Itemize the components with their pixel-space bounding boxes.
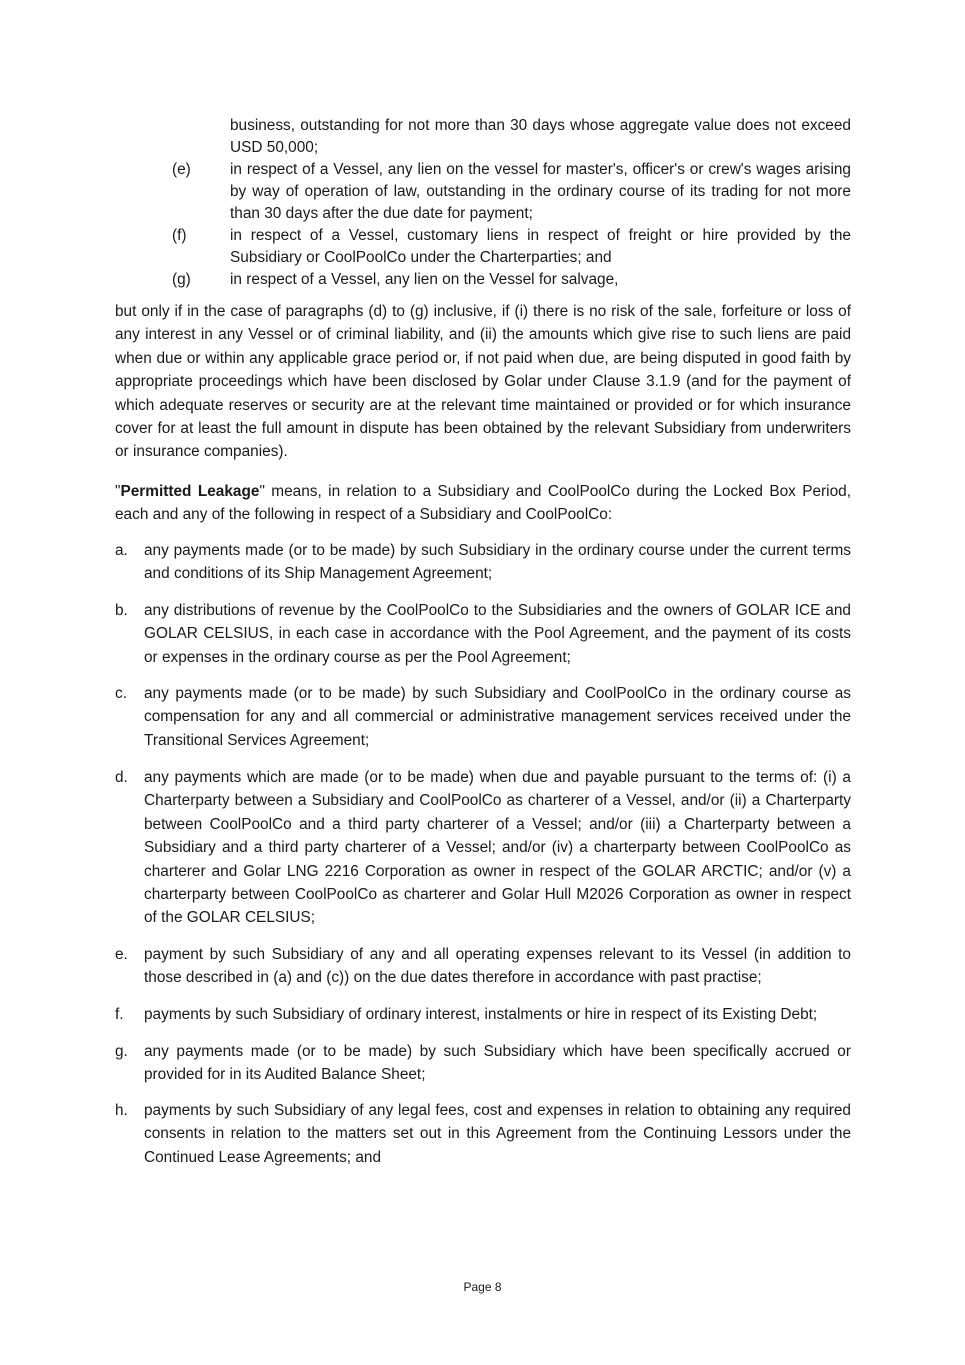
definition-paragraph [115,480,851,527]
list-item-text: any payments which are made (or to be made) when due and payable pursuant to the terms of: (i) a Charterparty between a Subsidiary and CoolPoolCo as charterer of a Vessel, and/or (ii) a Charterparty between CoolPoolCo and a third party charterer of a Vessel; and/or (iii) a Charterparty between a Subsidiary and a third party charterer of a Vessel; and/or (iv) a charterparty between CoolPoolCo as charterer and Golar LNG 2216 Corporation as owner in respect of the GOLAR ARCTIC; and/or (v) a charterparty between CoolPoolCo as charterer and Golar Hull M2026 Corporation as owner in respect of the GOLAR CELSIUS; [144,769,851,927]
list-item-label: f. [115,1006,124,1023]
sub-paragraph-f [115,225,851,269]
definition-text: " means, in relation to a Subsidiary and CoolPoolCo during the Locked Box Period, each and any of the following in respect of a Subsidiary and CoolPoolCo: [115,483,851,524]
defined-term: Permitted Leakage [120,483,260,500]
list-item-label: e. [115,946,128,963]
sub-paragraph-text: business, outstanding for not more than 30 days whose aggregate value does not exceed USD 50,000; [230,117,851,156]
list-item-h [115,1099,851,1169]
list-item-f [115,1003,851,1026]
list-item-label: g. [115,1043,128,1060]
list-item-text: any payments made (or to be made) by such Subsidiary in the ordinary course under the current terms and conditions of its Ship Management Agreement; [144,542,851,583]
list-item-text: any distributions of revenue by the CoolPoolCo to the Subsidiaries and the owners of GOLAR ICE and GOLAR CELSIUS, in each case in accordance with the Pool Agreement, and the payment of its costs or expenses in the ordinary course as per the Pool Agreement; [144,602,851,666]
list-item-label: a. [115,542,128,559]
list-item-d [115,766,851,930]
list-item-g [115,1040,851,1087]
list-item-label: c. [115,685,127,702]
sub-paragraph-label [115,115,230,159]
sub-paragraph-text: in respect of a Vessel, customary liens in respect of freight or hire provided by the Subsidiary or CoolPoolCo under the Charterparties; and [230,227,851,266]
sub-paragraph-list [115,115,851,291]
sub-paragraph-e [115,159,851,225]
sub-paragraph-text: in respect of a Vessel, any lien on the Vessel for salvage, [230,271,619,288]
list-item-text: any payments made (or to be made) by such Subsidiary and CoolPoolCo in the ordinary course as compensation for any and all commercial or administrative management services received under the Transitional Services Agreement; [144,685,851,749]
list-item-c [115,682,851,752]
list-item-text: payments by such Subsidiary of ordinary interest, instalments or hire in respect of its Existing Debt; [144,1006,818,1023]
open-quote: " [115,483,121,500]
proviso-paragraph: but only if in the case of paragraphs (d) to (g) inclusive, if (i) there is no risk of the sale, forfeiture or loss of any interest in any Vessel or of criminal liability, and (ii) the amounts which give rise to such liens are paid when due or within any applicable grace period or, if not paid when due, are being disputed in good faith by appropriate proceedings which have been disclosed by Golar under Clause 3.1.9 (and for the payment of which adequate reserves or security are at the relevant time maintained or provided or for which insurance cover for at least the full amount in dispute has been obtained by the relevant Subsidiary from underwriters or insurance companies). [115,303,851,461]
list-item-e [115,943,851,990]
list-item-text: payment by such Subsidiary of any and all operating expenses relevant to its Vessel (in addition to those described in (a) and (c)) on the due dates therefore in accordance with past practise; [144,946,851,987]
list-item-b [115,599,851,669]
sub-paragraph-label: (g) [172,271,191,288]
page-number: Page 8 [463,1280,502,1294]
list-item-text: any payments made (or to be made) by such Subsidiary which have been specifically accrued or provided for in its Audited Balance Sheet; [144,1043,851,1084]
list-item-label: h. [115,1102,128,1119]
list-item-a [115,539,851,586]
sub-paragraph-continued [115,115,851,159]
sub-paragraph-label: (f) [172,227,187,244]
sub-paragraph-g [115,269,851,291]
sub-paragraph-text: in respect of a Vessel, any lien on the vessel for master's, officer's or crew's wages arising by way of operation of law, outstanding in the ordinary course of its trading for not more than 30 days after the due date for payment; [230,161,851,222]
sub-paragraph-label: (e) [172,161,191,178]
list-item-label: d. [115,769,128,786]
list-item-label: b. [115,602,128,619]
list-item-text: payments by such Subsidiary of any legal fees, cost and expenses in relation to obtaining any required consents in relation to the matters set out in this Agreement from the Continuing Lessors under the Continued Lease Agreements; and [144,1102,851,1166]
